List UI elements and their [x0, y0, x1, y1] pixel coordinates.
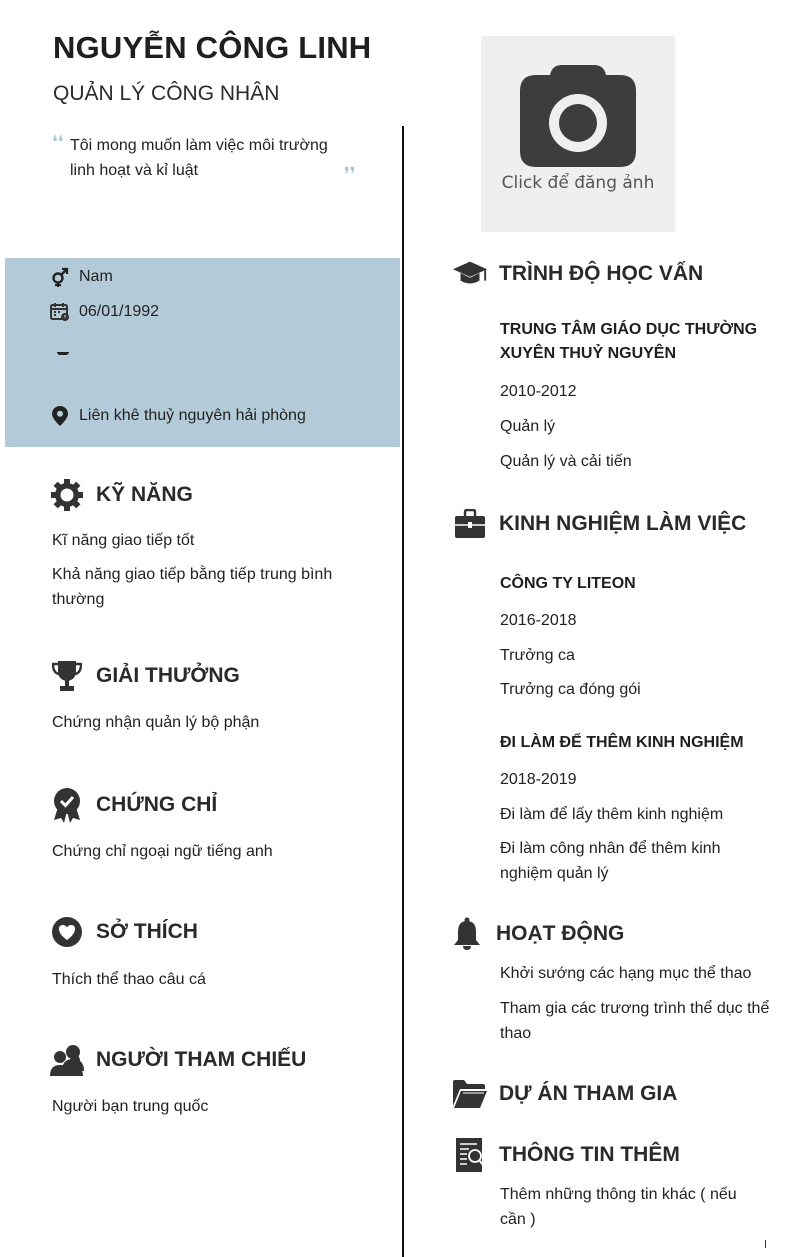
skills-title: KỸ NĂNG: [96, 483, 193, 506]
close-quote-icon: ❜❜: [344, 164, 356, 185]
job-position[interactable]: Đi làm để lấy thêm kinh nghiệm: [500, 806, 724, 823]
document-search-icon: [452, 1137, 488, 1173]
additional-info-heading: [452, 1137, 680, 1173]
additional-info-title: THÔNG TIN THÊM: [499, 1143, 680, 1166]
job-period[interactable]: 2016-2018: [500, 612, 577, 629]
company-name[interactable]: CÔNG TY LITEON: [500, 575, 636, 592]
calendar-icon: [49, 301, 71, 323]
company-name[interactable]: ĐI LÀM ĐỂ THÊM KINH NGHIỆM: [500, 734, 744, 751]
gender-row: [49, 266, 113, 288]
trophy-icon: [49, 658, 85, 694]
references-heading: [49, 1042, 306, 1078]
awards-heading: [49, 658, 240, 694]
birthday-row: [49, 301, 159, 323]
candidate-name: NGUYỄN CÔNG LINH: [53, 30, 372, 65]
briefcase-icon: [452, 506, 488, 542]
activities-title: HOẠT ĐỘNG: [496, 922, 625, 945]
job-title: QUẢN LÝ CÔNG NHÂN: [53, 82, 280, 105]
photo-upload-label: Click để đăng ảnh: [501, 173, 655, 193]
activity-item[interactable]: Khởi sướng các hạng mục thể thao: [500, 965, 752, 982]
certificates-title: CHỨNG CHỈ: [96, 793, 218, 816]
photo-upload[interactable]: [481, 36, 675, 232]
experience-title: KINH NGHIỆM LÀM VIỆC: [499, 512, 747, 535]
experience-heading: [452, 506, 746, 542]
education-heading: [452, 256, 703, 292]
skill-item[interactable]: Kĩ năng giao tiếp tốt: [52, 532, 195, 549]
certificate-item[interactable]: Chứng chỉ ngoại ngữ tiếng anh: [52, 843, 273, 860]
career-objective[interactable]: Tôi mong muốn làm việc môi trường linh hoạt và kỉ luật: [70, 137, 328, 179]
address-row: [49, 405, 306, 427]
hidden-field-icon: [57, 352, 69, 355]
gender-icon: [49, 266, 71, 288]
school-name[interactable]: TRUNG TÂM GIÁO DỤC THƯỜNG XUYÊN THUỶ NGUYÊN: [500, 321, 758, 362]
job-position[interactable]: Trưởng ca: [500, 647, 575, 664]
education-major[interactable]: Quản lý: [500, 418, 556, 435]
gear-icon: [49, 477, 85, 513]
activities-heading: [449, 916, 624, 952]
projects-title: DỰ ÁN THAM GIA: [499, 1082, 678, 1105]
job-period[interactable]: 2018-2019: [500, 771, 577, 788]
page-marker: [765, 1240, 766, 1248]
gender-value[interactable]: Nam: [79, 268, 113, 285]
bell-icon: [449, 916, 485, 952]
folder-icon: [452, 1076, 488, 1112]
certificates-heading: [49, 787, 217, 823]
job-description[interactable]: Trưởng ca đóng gói: [500, 681, 641, 698]
users-icon: [49, 1042, 85, 1078]
award-item[interactable]: Chứng nhận quản lý bộ phận: [52, 714, 260, 731]
camera-icon: [520, 65, 636, 167]
education-title: TRÌNH ĐỘ HỌC VẤN: [499, 262, 704, 285]
interests-title: SỞ THÍCH: [96, 920, 198, 943]
references-title: NGƯỜI THAM CHIẾU: [96, 1048, 307, 1071]
skill-item[interactable]: Khả năng giao tiếp bằng tiếp trung bình thường: [52, 566, 333, 608]
heart-icon: [49, 914, 85, 950]
graduation-cap-icon: [452, 256, 488, 292]
job-description[interactable]: Đi làm công nhân để thêm kinh nghiệm quản lý: [500, 840, 721, 882]
map-marker-icon: [49, 405, 71, 427]
contact-info: [5, 258, 400, 447]
skills-heading: [49, 477, 193, 513]
open-quote-icon: ❛❛: [52, 132, 64, 153]
certificate-badge-icon: [49, 787, 85, 823]
activity-item[interactable]: Tham gia các trương trình thể dục thể thao: [500, 1000, 770, 1042]
column-divider: [402, 126, 404, 1257]
awards-title: GIẢI THƯỞNG: [96, 664, 240, 687]
interests-heading: [49, 914, 198, 950]
interest-item[interactable]: Thích thể thao câu cá: [52, 971, 206, 988]
additional-info-text[interactable]: Thêm những thông tin khác ( nếu cần ): [500, 1186, 737, 1228]
address-value[interactable]: Liên khê thuỷ nguyên hải phòng: [79, 407, 306, 424]
birthday-value[interactable]: 06/01/1992: [79, 303, 160, 320]
projects-heading: [452, 1076, 677, 1112]
reference-item[interactable]: Người bạn trung quốc: [52, 1098, 209, 1115]
education-period[interactable]: 2010-2012: [500, 383, 577, 400]
education-description[interactable]: Quản lý và cải tiến: [500, 453, 632, 470]
